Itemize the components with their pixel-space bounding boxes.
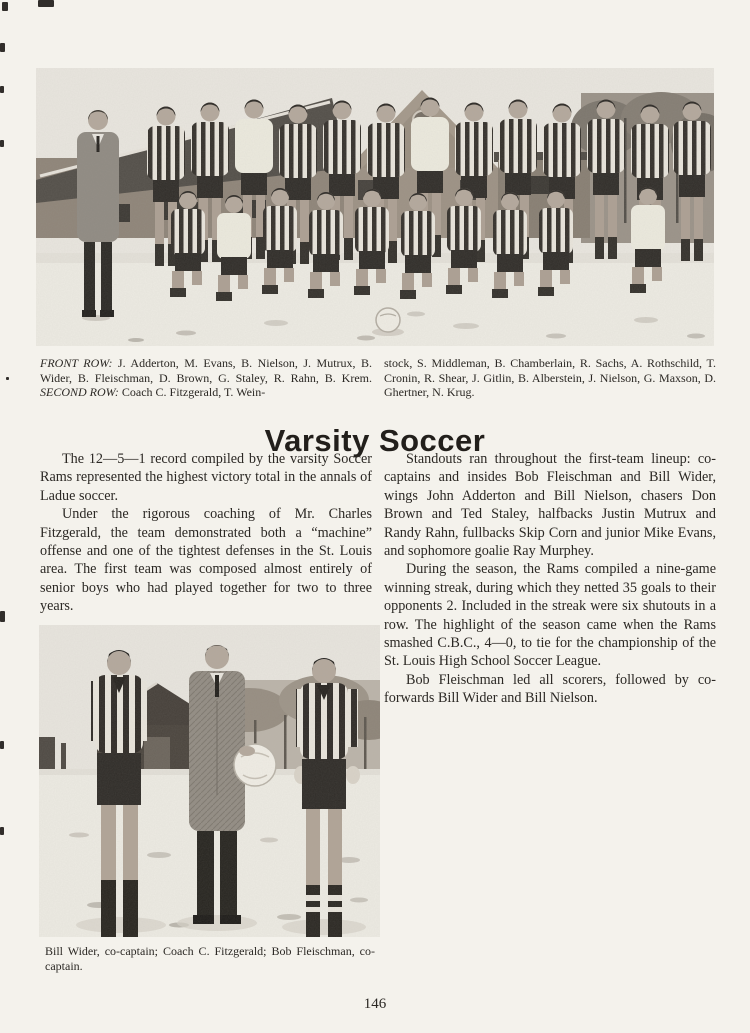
paragraph: Bob Fleischman led all scorers, followed by co-forwards Bill Wider and Bill Nielson.	[384, 671, 716, 707]
scan-artifact	[0, 43, 5, 52]
second-row-names-start: Coach C. Fitzgerald, T. Wein-	[118, 385, 266, 400]
photo-grain	[36, 68, 714, 346]
captains-photo-caption: Bill Wider, co-captain; Coach C. Fitzgerald; Bob Fleischman, co-captain.	[45, 944, 375, 973]
paragraph: Under the rigorous coaching of Mr. Charles Fitzgerald, the team demonstrated both a “machine” offense and one of the tightest defenses in the St. Louis area. The first team was composed almost entirely of senior boys who had played together for two to three years.	[40, 506, 372, 615]
scan-artifact	[0, 140, 4, 147]
second-row-names-end: stock, S. Middleman, B. Chamberlain, R. Sachs, A. Rothschild, T. Cronin, R. Shear, J. Gitlin, B. Alberstein, J. Nielson, G. Maxson, D. Ghertner, N. Krug.	[384, 356, 716, 400]
paragraph: The 12—5—1 record compiled by the varsity Soccer Rams represented the highest victory total in the annals of Ladue soccer.	[40, 451, 372, 504]
team-caption-col1	[40, 356, 372, 400]
team-photo	[36, 68, 714, 346]
front-row-label: FRONT ROW:	[40, 356, 113, 370]
scan-artifact	[0, 827, 4, 835]
photo-grain	[39, 625, 380, 937]
team-caption-col2	[384, 356, 716, 400]
page-title: Varsity Soccer	[264, 422, 486, 458]
scan-artifact	[38, 0, 54, 7]
paragraph: Standouts ran throughout the first-team lineup: co-captains and insides Bob Fleischman and Bill Wider, wings John Adderton and Bill Nielson, chasers Don Brown and Ted Staley, halfbacks Justin Mutrux and Randy Rahn, fullbacks Skip Corn and junior Mike Evans, and sophomore goalie Ray Murphey.	[384, 451, 716, 560]
article-column-right	[384, 450, 716, 708]
scan-artifact	[0, 611, 5, 622]
page-number: 146	[363, 996, 387, 1012]
front-row-names: J. Adderton, M. Evans, B. Nielson, J. Mutrux, B. Wider, B. Fleischman, D. Brown, G. Staley, R. Rahn, B. Krem.	[40, 356, 372, 385]
team-photo-illustration	[36, 68, 714, 346]
captains-photo-illustration	[39, 625, 380, 937]
scan-artifact	[0, 86, 4, 93]
captains-photo	[39, 625, 380, 937]
paragraph: During the season, the Rams compiled a nine-game winning streak, during which they netted 35 goals to their opponents 2. Included in the streak were six shutouts in a row. The highlight of the season came when the Rams smashed C.B.C., 4—0, to tie for the championship of the St. Louis High School Soccer League.	[384, 561, 716, 670]
team-photo-caption	[40, 356, 716, 400]
scan-artifact	[0, 741, 4, 749]
scan-artifact	[6, 377, 9, 380]
second-row-label: SECOND ROW:	[40, 385, 119, 400]
scan-artifact	[2, 2, 8, 11]
